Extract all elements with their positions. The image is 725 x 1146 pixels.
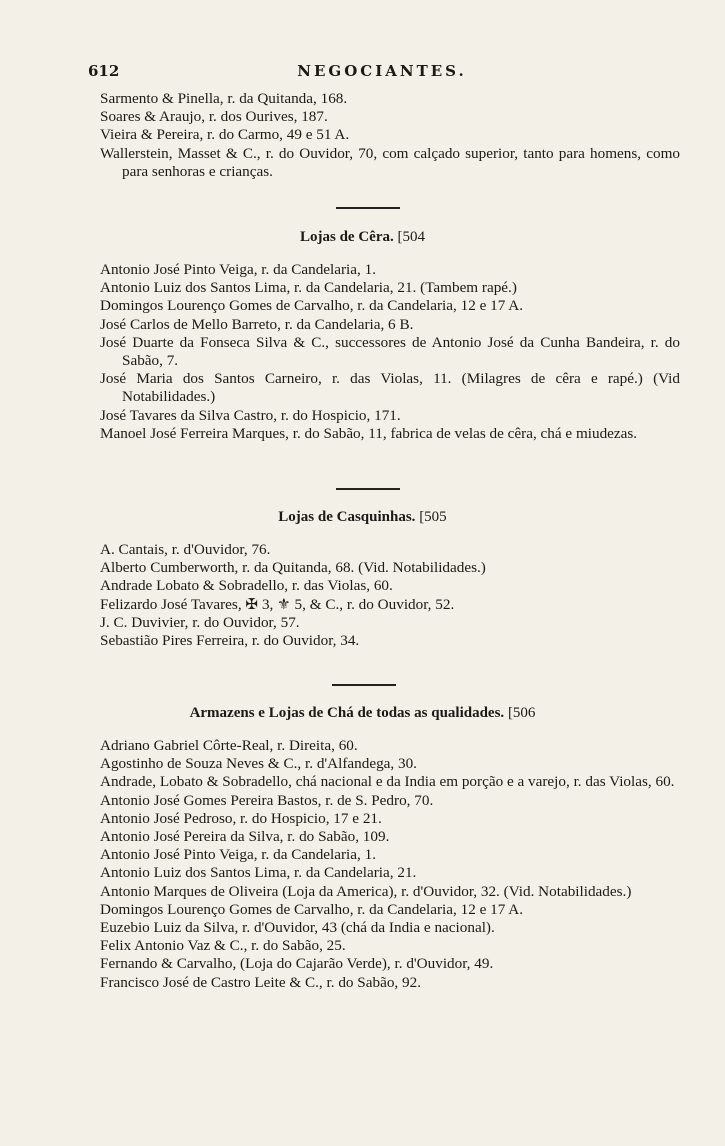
list-item: José Tavares da Silva Castro, r. do Hospicio, 171. xyxy=(100,406,401,424)
list-item: Antonio Marques de Oliveira (Loja da America), r. d'Ouvidor, 32. (Vid. Notabilidades.) xyxy=(100,882,632,900)
list-item: Agostinho de Souza Neves & C., r. d'Alfandega, 30. xyxy=(100,755,417,773)
section-title: Lojas de Cêra. xyxy=(300,229,394,245)
list-item: Antonio José Pinto Veiga, r. da Candelaria, 1. xyxy=(100,846,377,864)
list-item: A. Cantais, r. d'Ouvidor, 76. xyxy=(100,541,271,558)
list-item: Euzebio Luiz da Silva, r. d'Ouvidor, 43 (chá da India e nacional). xyxy=(100,919,495,937)
list-item: Felizardo José Tavares, ✠ 3, ⚜ 5, & C., r. do Ouvidor, 52. xyxy=(100,595,455,613)
list-item: Antonio Luiz dos Santos Lima, r. da Candelaria, 21. (Tambem rapé.) xyxy=(100,279,517,297)
list-item: Antonio José Pedroso, r. do Hospicio, 17 e 21. xyxy=(100,809,382,827)
list-item: Andrade Lobato & Sobradello, r. das Violas, 60. xyxy=(100,577,393,595)
section-title: Armazens e Lojas de Chá de todas as qualidades. xyxy=(189,705,505,721)
section-casquinhas xyxy=(100,541,680,650)
list-item: Antonio José Pinto Veiga, r. da Candelaria, 1. xyxy=(100,261,377,278)
section-heading-cha xyxy=(0,705,725,722)
list-item: Sarmento & Pinella, r. da Quitanda, 168. xyxy=(100,90,348,107)
list-item: Fernando & Carvalho, (Loja do Cajarão Verde), r. d'Ouvidor, 49. xyxy=(100,955,494,973)
page-number: 612 xyxy=(88,62,120,80)
list-item: Vieira & Pereira, r. do Carmo, 49 e 51 A. xyxy=(100,126,350,144)
section-heading-cera xyxy=(0,229,725,246)
section-cha xyxy=(100,737,680,992)
section-number: [506 xyxy=(507,705,536,721)
list-item: Manoel José Ferreira Marques, r. do Sabão, 11, fabrica de velas de cêra, chá e miudezas. xyxy=(100,424,638,442)
list-item: José Duarte da Fonseca Silva & C., successores de Antonio José da Cunha Bandeira, r. do Sabão, 7. xyxy=(100,333,680,370)
list-item: Felix Antonio Vaz & C., r. do Sabão, 25. xyxy=(100,937,346,955)
list-item: Adriano Gabriel Côrte-Real, r. Direita, 60. xyxy=(100,737,358,754)
section-cera xyxy=(100,261,680,443)
list-item: Sebastião Pires Ferreira, r. do Ouvidor, 34. xyxy=(100,632,360,650)
section-divider xyxy=(336,207,400,209)
list-item: Domingos Lourenço Gomes de Carvalho, r. da Candelaria, 12 e 17 A. xyxy=(100,900,524,918)
section-number: [505 xyxy=(419,509,447,525)
list-item: José Carlos de Mello Barreto, r. da Candelaria, 6 B. xyxy=(100,315,414,333)
section-heading-casquinhas xyxy=(0,509,725,526)
list-item: Soares & Araujo, r. dos Ourives, 187. xyxy=(100,108,328,126)
list-item: Alberto Cumberworth, r. da Quitanda, 68. (Vid. Notabilidades.) xyxy=(100,559,486,577)
list-item: Francisco José de Castro Leite & C., r. do Sabão, 92. xyxy=(100,973,421,991)
list-item: Antonio José Gomes Pereira Bastos, r. de S. Pedro, 70. xyxy=(100,791,434,809)
page-header xyxy=(88,62,676,84)
running-title: NEGOCIANTES. xyxy=(297,62,467,80)
section-number: [504 xyxy=(397,229,425,245)
list-item: José Maria dos Santos Carneiro, r. das Violas, 11. (Milagres de cêra e rapé.) (Vid Notabilidades.) xyxy=(100,370,680,406)
section-title: Lojas de Casquinhas. xyxy=(278,509,416,525)
section-divider xyxy=(332,684,396,686)
section-continuation xyxy=(100,90,680,181)
list-item: Antonio Luiz dos Santos Lima, r. da Candelaria, 21. xyxy=(100,864,417,882)
list-item: J. C. Duvivier, r. do Ouvidor, 57. xyxy=(100,613,300,631)
list-item: Domingos Lourenço Gomes de Carvalho, r. da Candelaria, 12 e 17 A. xyxy=(100,297,524,315)
list-item: Antonio José Pereira da Silva, r. do Sabão, 109. xyxy=(100,828,390,846)
list-item: Andrade, Lobato & Sobradello, chá nacional e da India em porção e a varejo, r. das Violas, 60. xyxy=(100,773,675,791)
list-item: Wallerstein, Masset & C., r. do Ouvidor, 70, com calçado superior, tanto para homens, como para senhoras e crianças. xyxy=(100,144,680,180)
section-divider xyxy=(336,488,400,490)
